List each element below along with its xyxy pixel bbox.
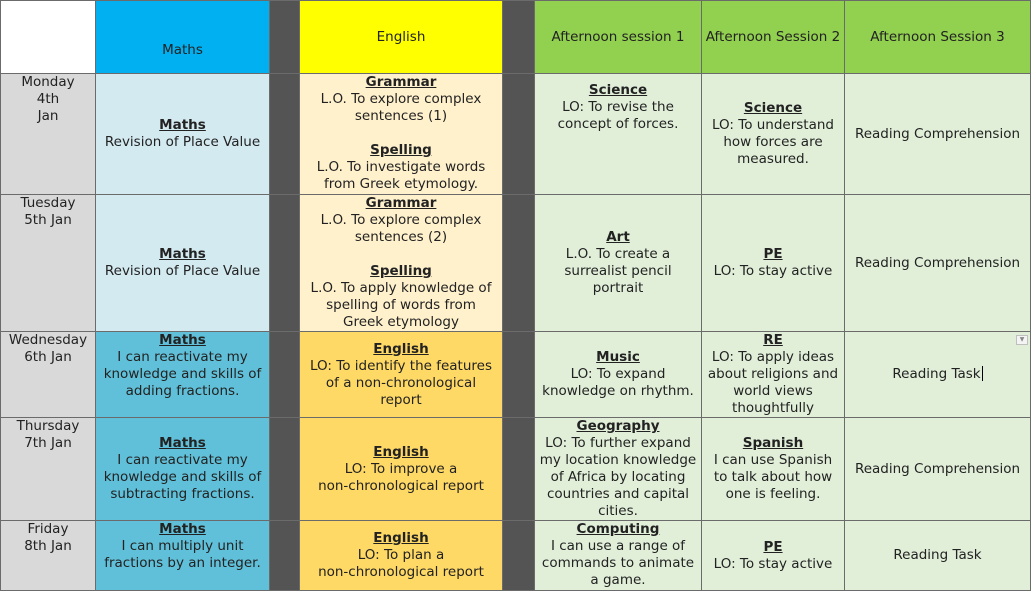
- day-label: 6th Jan: [24, 349, 72, 365]
- afternoon-2-cell[interactable]: [702, 74, 845, 195]
- subject-title: PE: [763, 538, 783, 555]
- maths-cell[interactable]: [96, 418, 270, 521]
- objective-text: I can reactivate my: [117, 349, 248, 365]
- day-label: Tuesday: [20, 195, 76, 211]
- afternoon-2-cell[interactable]: [702, 195, 845, 332]
- english-cell[interactable]: [300, 195, 503, 332]
- subject-title: Maths: [159, 332, 206, 348]
- objective-text: I can multiply unit: [121, 538, 244, 554]
- header-afternoon-3[interactable]: Afternoon Session 3: [845, 1, 1031, 74]
- activity-text: Reading Comprehension: [854, 125, 1021, 142]
- divider-column: [503, 521, 535, 591]
- objective-text: L.O. To apply knowledge of: [310, 280, 492, 296]
- objective-text: L.O. To create a: [565, 246, 671, 262]
- objective-text: my location knowledge: [539, 452, 697, 468]
- divider-column: [503, 74, 535, 195]
- objective-text: of a non-chronological: [325, 374, 477, 391]
- activity-text: Reading Comprehension: [854, 460, 1021, 477]
- objective-text: subtracting fractions.: [110, 486, 255, 502]
- row-thursday: [1, 418, 1031, 521]
- day-label: Friday: [27, 521, 69, 537]
- english-cell[interactable]: [300, 332, 503, 418]
- objective-text: knowledge on rhythm.: [542, 383, 694, 399]
- objective-text: how forces are: [723, 134, 823, 150]
- subject-title: Spelling: [370, 263, 432, 279]
- maths-cell[interactable]: [96, 521, 270, 591]
- objective-text: LO: To stay active: [713, 555, 833, 572]
- divider-column: [270, 1, 300, 74]
- objective-text: Greek etymology: [342, 314, 459, 330]
- objective-text: of Africa by locating: [550, 469, 686, 485]
- divider-column: [270, 195, 300, 332]
- activity-text: Reading Comprehension: [854, 254, 1021, 271]
- objective-text: commands to animate: [541, 555, 695, 571]
- day-cell[interactable]: [1, 418, 96, 521]
- header-day-cell[interactable]: [1, 1, 96, 74]
- objective-text: fractions by an integer.: [104, 555, 261, 571]
- divider-column: [503, 332, 535, 418]
- objective-text: from Greek etymology.: [323, 176, 479, 192]
- activity-text: Reading Task: [893, 547, 982, 563]
- day-label: 5th Jan: [24, 212, 72, 228]
- objective-text: I can use Spanish: [713, 452, 833, 468]
- subject-title: Grammar: [365, 74, 437, 90]
- objective-text: LO: To further expand: [545, 435, 691, 451]
- subject-title: Science: [743, 100, 803, 116]
- afternoon-2-cell[interactable]: [702, 332, 845, 418]
- activity-text: Reading Task: [892, 366, 981, 382]
- divider-column: [503, 1, 535, 74]
- text-cursor: [982, 366, 983, 381]
- objective-text: sentences (1): [354, 108, 448, 124]
- objective-text: Revision of Place Value: [104, 134, 261, 150]
- subject-title: Spelling: [370, 142, 432, 158]
- objective-text: to talk about how: [713, 469, 833, 485]
- afternoon-3-cell[interactable]: [845, 74, 1031, 195]
- afternoon-2-cell[interactable]: [702, 521, 845, 591]
- objective-text: thoughtfully: [732, 400, 814, 416]
- afternoon-3-cell[interactable]: [845, 418, 1031, 521]
- afternoon-1-cell[interactable]: [535, 418, 702, 521]
- day-label: Jan: [37, 108, 59, 124]
- subject-title: Geography: [576, 418, 660, 434]
- divider-column: [503, 195, 535, 332]
- objective-text: non-chronological report: [318, 477, 484, 494]
- objective-text: sentences (2): [354, 229, 448, 245]
- objective-text: LO: To expand: [570, 366, 666, 382]
- objective-text: surrealist pencil: [564, 263, 672, 279]
- afternoon-1-cell[interactable]: [535, 195, 702, 332]
- objective-text: report: [380, 391, 422, 408]
- objective-text: knowledge and skills of: [103, 469, 262, 485]
- subject-title: Maths: [159, 521, 206, 537]
- english-cell[interactable]: [300, 74, 503, 195]
- afternoon-3-cell[interactable]: [845, 521, 1031, 591]
- day-cell[interactable]: [1, 521, 96, 591]
- day-cell[interactable]: [1, 74, 96, 195]
- subject-title: English: [373, 340, 429, 357]
- objective-text: adding fractions.: [125, 383, 240, 399]
- objective-text: I can use a range of: [550, 538, 686, 554]
- divider-column: [503, 418, 535, 521]
- objective-text: countries and capital: [546, 486, 690, 502]
- subject-title: Computing: [576, 521, 660, 537]
- english-cell[interactable]: [300, 521, 503, 591]
- subject-title: English: [373, 530, 429, 546]
- day-label: 4th: [36, 91, 60, 107]
- objective-text: L.O. To explore complex: [320, 91, 482, 107]
- objective-text: cities.: [598, 503, 638, 519]
- day-label: Thursday: [16, 418, 80, 434]
- divider-column: [270, 521, 300, 591]
- objective-text: LO: To stay active: [713, 263, 833, 279]
- header-english[interactable]: English: [300, 1, 503, 74]
- subject-title: PE: [763, 246, 783, 262]
- objective-text: portrait: [592, 280, 644, 296]
- objective-text: world views: [733, 383, 813, 399]
- divider-column: [270, 74, 300, 195]
- objective-text: LO: To plan a: [357, 547, 445, 563]
- objective-text: one is feeling.: [725, 486, 821, 502]
- objective-text: Revision of Place Value: [104, 263, 261, 279]
- subject-title: English: [373, 443, 429, 460]
- subject-title: Music: [596, 349, 640, 365]
- subject-title: Art: [606, 229, 630, 245]
- objective-text: spelling of words from: [326, 297, 476, 313]
- divider-column: [270, 418, 300, 521]
- objective-text: I can reactivate my: [117, 452, 248, 468]
- objective-text: L.O. To investigate words: [316, 159, 486, 175]
- day-label: 8th Jan: [24, 538, 72, 554]
- objective-text: a game.: [590, 572, 646, 588]
- header-maths[interactable]: Maths: [96, 1, 270, 74]
- row-tuesday: [1, 195, 1031, 332]
- english-cell[interactable]: [300, 418, 503, 521]
- day-label: Wednesday: [8, 332, 88, 348]
- maths-cell[interactable]: [96, 74, 270, 195]
- dropdown-arrow-icon[interactable]: ▼: [1016, 335, 1028, 345]
- subject-title: Maths: [159, 117, 206, 133]
- header-afternoon-2[interactable]: Afternoon Session 2: [702, 1, 845, 74]
- objective-text: LO: To understand: [711, 117, 835, 133]
- subject-title: Science: [588, 82, 648, 98]
- subject-title: Maths: [159, 246, 206, 262]
- day-label: Monday: [21, 74, 75, 90]
- row-monday: [1, 74, 1031, 195]
- objective-text: L.O. To explore complex: [320, 212, 482, 228]
- afternoon-3-cell[interactable]: [845, 195, 1031, 332]
- day-label: 7th Jan: [24, 435, 72, 451]
- afternoon-1-cell[interactable]: [535, 74, 702, 195]
- subject-title: RE: [763, 332, 783, 348]
- subject-title: Maths: [159, 435, 206, 451]
- objective-text: LO: To apply ideas: [711, 349, 835, 365]
- row-friday: [1, 521, 1031, 591]
- afternoon-1-cell[interactable]: [535, 332, 702, 418]
- objective-text: knowledge and skills of: [103, 366, 262, 382]
- maths-cell[interactable]: [96, 195, 270, 332]
- day-cell[interactable]: [1, 332, 96, 418]
- day-cell[interactable]: [1, 195, 96, 332]
- objective-text: concept of forces.: [557, 116, 679, 132]
- subject-title: Grammar: [365, 195, 437, 211]
- row-wednesday: [1, 332, 1031, 418]
- objective-text: LO: To improve a: [344, 460, 458, 477]
- afternoon-3-cell[interactable]: [845, 332, 1031, 418]
- objective-text: LO: To revise the: [562, 99, 674, 115]
- objective-text: about religions and: [707, 366, 839, 382]
- subject-title: Spanish: [742, 435, 804, 451]
- header-row: [1, 1, 1031, 74]
- objective-text: measured.: [737, 151, 809, 167]
- divider-column: [270, 332, 300, 418]
- afternoon-1-cell[interactable]: [535, 521, 702, 591]
- objective-text: non-chronological report: [318, 564, 484, 580]
- header-afternoon-1[interactable]: Afternoon session 1: [535, 1, 702, 74]
- objective-text: LO: To identify the features: [309, 357, 492, 374]
- maths-cell[interactable]: [96, 332, 270, 418]
- afternoon-2-cell[interactable]: [702, 418, 845, 521]
